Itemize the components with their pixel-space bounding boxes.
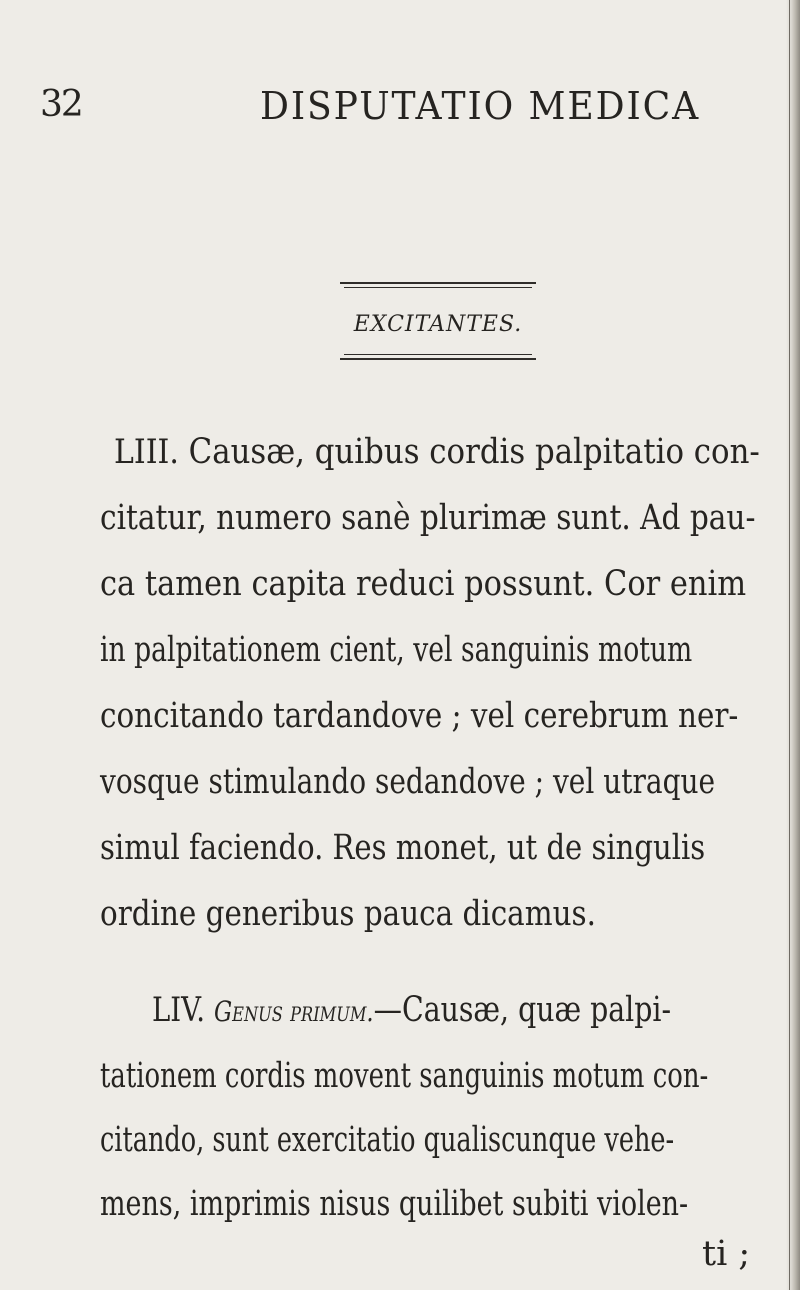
text-line: citatur, numero sanè plurimæ sunt. Ad pau-: [100, 498, 756, 538]
text-line: ordine generibus pauca dicamus.: [100, 894, 596, 934]
running-head-title: DISPUTATIO MEDICA: [260, 84, 701, 128]
paragraph-number: LIV.: [152, 990, 206, 1030]
text-line: tationem cordis movent sanguinis motum con-: [100, 1056, 709, 1096]
text-line: citando, sunt exercitatio qualiscunque vehe-: [100, 1120, 675, 1160]
text-line: vosque stimulando sedandove ; vel utraque: [100, 762, 716, 802]
text-line: in palpitationem cient, vel sanguinis motum: [100, 630, 693, 670]
running-head: [40, 78, 740, 128]
genus-label: Genus primum.: [214, 995, 374, 1028]
text-line: ca tamen capita reduci possunt. Cor enim: [100, 564, 747, 604]
text-line: simul faciendo. Res monet, ut de singulis: [100, 828, 706, 868]
catchword: ti ;: [702, 1234, 751, 1274]
paragraph-number: LIII.: [114, 432, 179, 472]
section-heading: EXCITANTES.: [353, 312, 523, 337]
top-rule-thin: [344, 287, 532, 288]
page-number: 32: [40, 84, 82, 125]
text-line: [114, 432, 760, 472]
page-edge-line: [789, 0, 790, 1290]
bottom-rule-thick: [340, 358, 536, 360]
line-text: Causæ, quibus cordis palpitatio con-: [188, 432, 760, 472]
top-rule-thick: [340, 282, 536, 284]
section-heading-ornament: [318, 282, 558, 382]
text-line: [152, 990, 671, 1032]
line-text: —Causæ, quæ palpi-: [373, 990, 672, 1030]
text-line: concitando tardandove ; vel cerebrum ner-: [100, 696, 739, 736]
bottom-rule-thin: [344, 354, 532, 355]
text-line: mens, imprimis nisus quilibet subiti violen-: [100, 1184, 689, 1224]
